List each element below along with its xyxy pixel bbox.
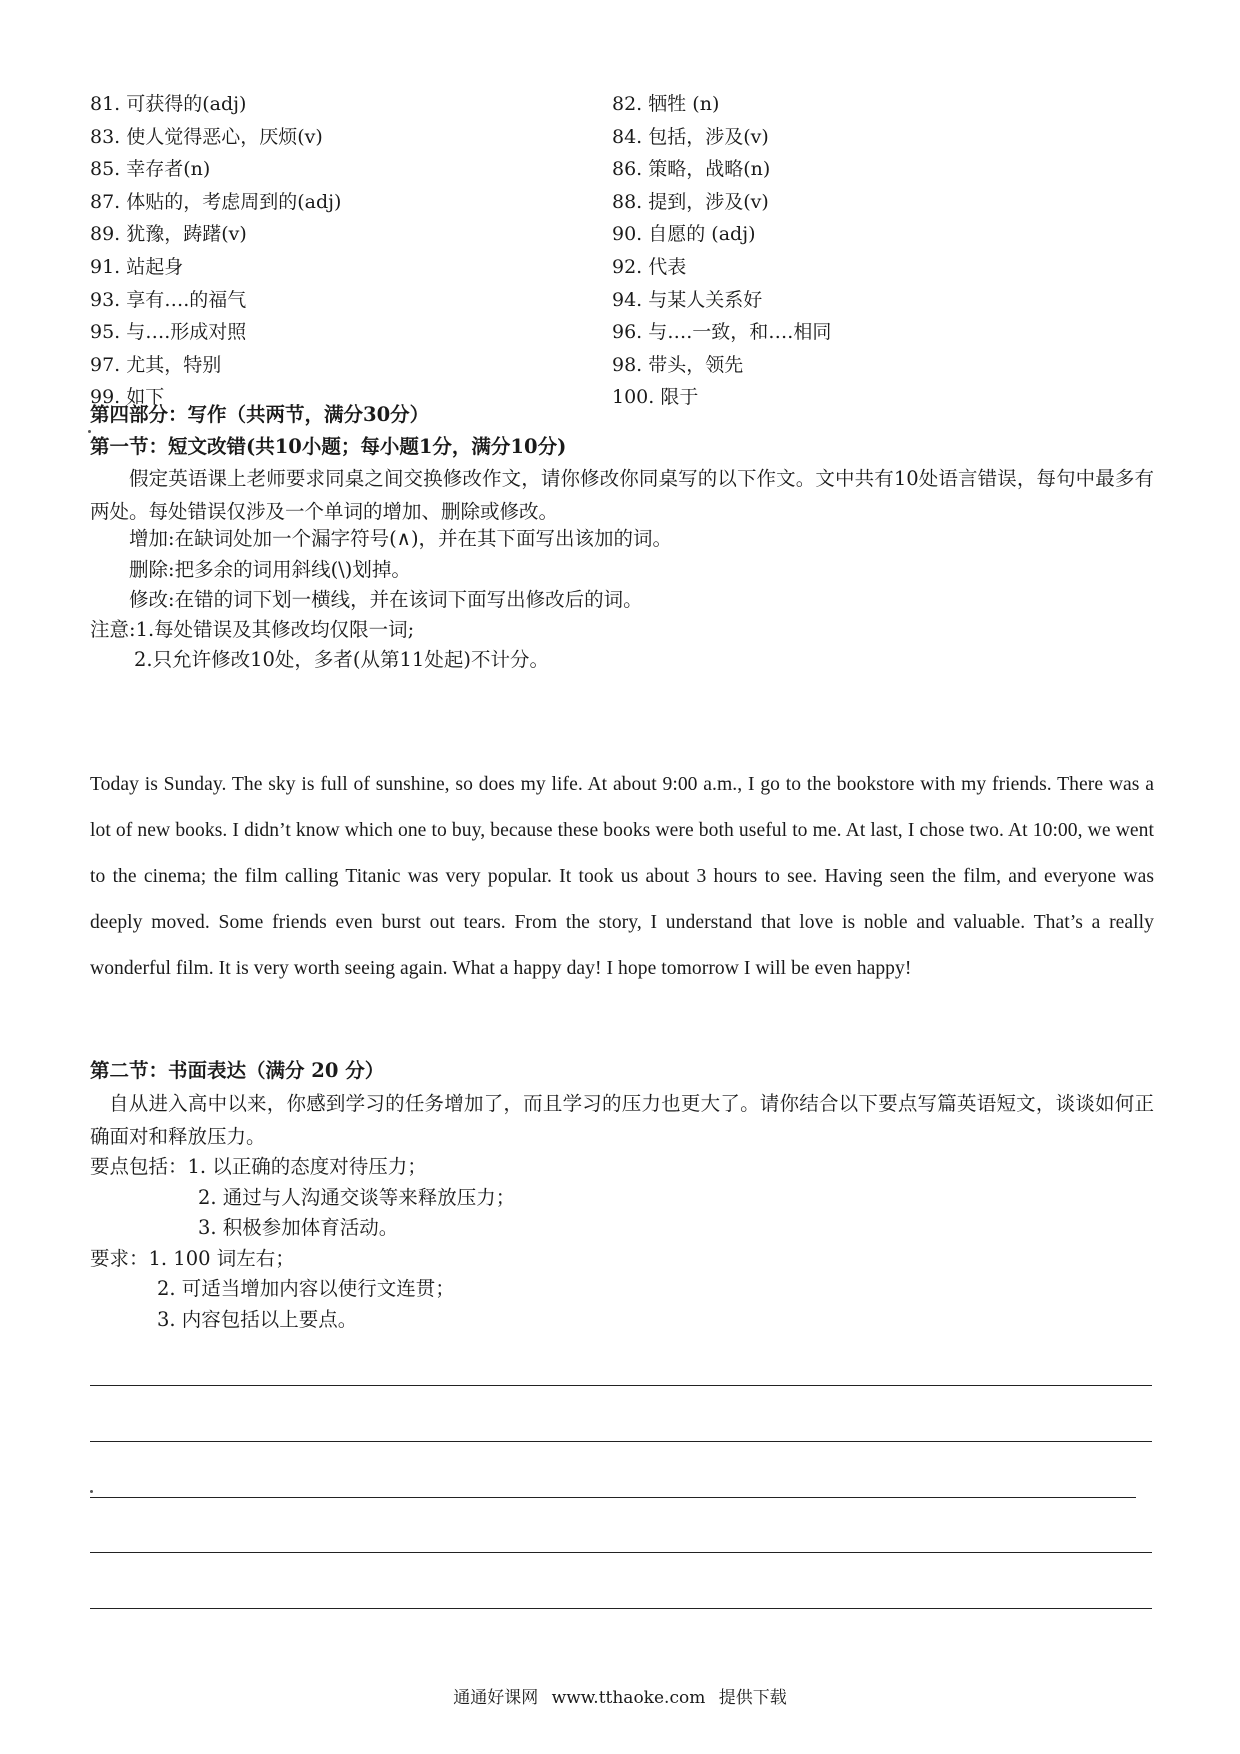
writing-line[interactable] <box>90 1385 1152 1386</box>
vocab-row <box>90 316 1150 349</box>
section2-intro: 自从进入高中以来，你感到学习的任务增加了，而且学习的压力也更大了。请你结合以下要点写篇英语短文，谈谈如何正确面对和释放压力。 <box>90 1092 1154 1148</box>
vocab-row <box>90 121 1150 154</box>
vocab-item: 86. 策略，战略(n) <box>612 158 771 181</box>
footer-suffix: 提供下载 <box>718 1688 787 1708</box>
requirement-2: 2. 可适当增加内容以使行文连贯； <box>157 1277 455 1300</box>
section1-title: 第一节：短文改错(共10小题；每小题1分，满分10分) <box>90 435 567 458</box>
vocab-item: 90. 自愿的 (adj) <box>612 223 756 246</box>
vocab-row <box>90 349 1150 382</box>
vocab-item: 95. 与….形成对照 <box>90 321 247 344</box>
vocab-item: 92. 代表 <box>612 255 687 278</box>
vocab-item: 91. 站起身 <box>90 255 184 278</box>
vocab-item: 98. 带头，领先 <box>612 353 744 376</box>
instruction-modify: 修改:在错的词下划一横线，并在该词下面写出修改后的词。 <box>129 588 643 611</box>
points-1: 要点包括：1. 以正确的态度对待压力； <box>90 1155 427 1178</box>
vocab-item: 81. 可获得的(adj) <box>90 93 247 115</box>
footer <box>0 1686 1240 1710</box>
part4-title: 第四部分：写作（共两节，满分30分） <box>90 403 430 426</box>
vocab-item: 84. 包括，涉及(v) <box>612 125 769 148</box>
note-2: 2.只允许修改10处，多者(从第11处起)不计分。 <box>134 648 549 671</box>
vocab-item: 83. 使人觉得恶心，厌烦(v) <box>90 125 323 148</box>
vocab-item: 94. 与某人关系好 <box>612 288 763 311</box>
writing-line[interactable] <box>90 1608 1152 1609</box>
vocab-item: 99. 如下 <box>90 386 165 409</box>
requirement-1: 要求：1. 100 词左右； <box>90 1247 295 1270</box>
vocab-item: 96. 与….一致，和….相同 <box>612 321 832 344</box>
vocab-item: 97. 尤其，特别 <box>90 353 222 376</box>
writing-line[interactable] <box>90 1552 1152 1553</box>
vocab-row <box>90 251 1150 284</box>
vocab-item: 87. 体贴的，考虑周到的(adj) <box>90 190 342 213</box>
points-3: 3. 积极参加体育活动。 <box>198 1216 399 1239</box>
vocab-row <box>90 153 1150 186</box>
vocab-item: 93. 享有….的福气 <box>90 288 247 311</box>
vocab-row <box>90 186 1150 219</box>
writing-line[interactable] <box>90 1441 1025 1442</box>
vocab-item: 82. 牺牲 (n) <box>612 93 720 115</box>
note-1: 注意:1.每处错误及其修改均仅限一词; <box>90 618 415 641</box>
instruction-add: 增加:在缺词处加一个漏字符号(∧)，并在其下面写出该加的词。 <box>129 527 673 550</box>
points-2: 2. 通过与人沟通交谈等来释放压力； <box>198 1186 516 1209</box>
writing-line-extension <box>1025 1441 1152 1442</box>
vocab-item: 89. 犹豫，踌躇(v) <box>90 223 247 246</box>
vocab-row <box>90 88 1150 121</box>
vocabulary-list <box>90 88 1150 414</box>
requirement-3: 3. 内容包括以上要点。 <box>157 1308 358 1331</box>
section2-title: 第二节：书面表达（满分 20 分） <box>90 1059 385 1082</box>
scan-speck <box>88 430 91 433</box>
scan-speck <box>90 1490 93 1493</box>
vocab-item: 88. 提到，涉及(v) <box>612 190 769 213</box>
section1-intro: 假定英语课上老师要求同桌之间交换修改作文，请你修改你同桌写的以下作文。文中共有10处语言错误，每句中最多有两处。每处错误仅涉及一个单词的增加、删除或修改。 <box>90 467 1154 523</box>
vocab-row <box>90 284 1150 317</box>
writing-line[interactable] <box>90 1497 1136 1498</box>
error-correction-essay: Today is Sunday. The sky is full of sunshine, so does my life. At about 9:00 a.m., I go to the bookstore with my friends. There was a lot of new books. I didn’t know which one to buy, because these books were both useful to me. At last, I chose two. At 10:00, we went to the cinema; the film calling Titanic was very popular. It took us about 3 hours to see. Having seen the film, and everyone was deeply moved. Some friends even burst out tears. From the story, I understand that love is noble and valuable. That’s a really wonderful film. It is very worth seeing again. What a happy day! I hope tomorrow I will be even happy! <box>90 774 1154 979</box>
vocab-item: 85. 幸存者(n) <box>90 158 211 181</box>
vocab-row <box>90 218 1150 251</box>
footer-site: 通通好课网 <box>453 1688 539 1708</box>
footer-url[interactable]: www.tthaoke.com <box>551 1688 706 1708</box>
instruction-delete: 删除:把多余的词用斜线(\)划掉。 <box>129 558 411 581</box>
vocab-item: 100. 限于 <box>612 386 699 409</box>
